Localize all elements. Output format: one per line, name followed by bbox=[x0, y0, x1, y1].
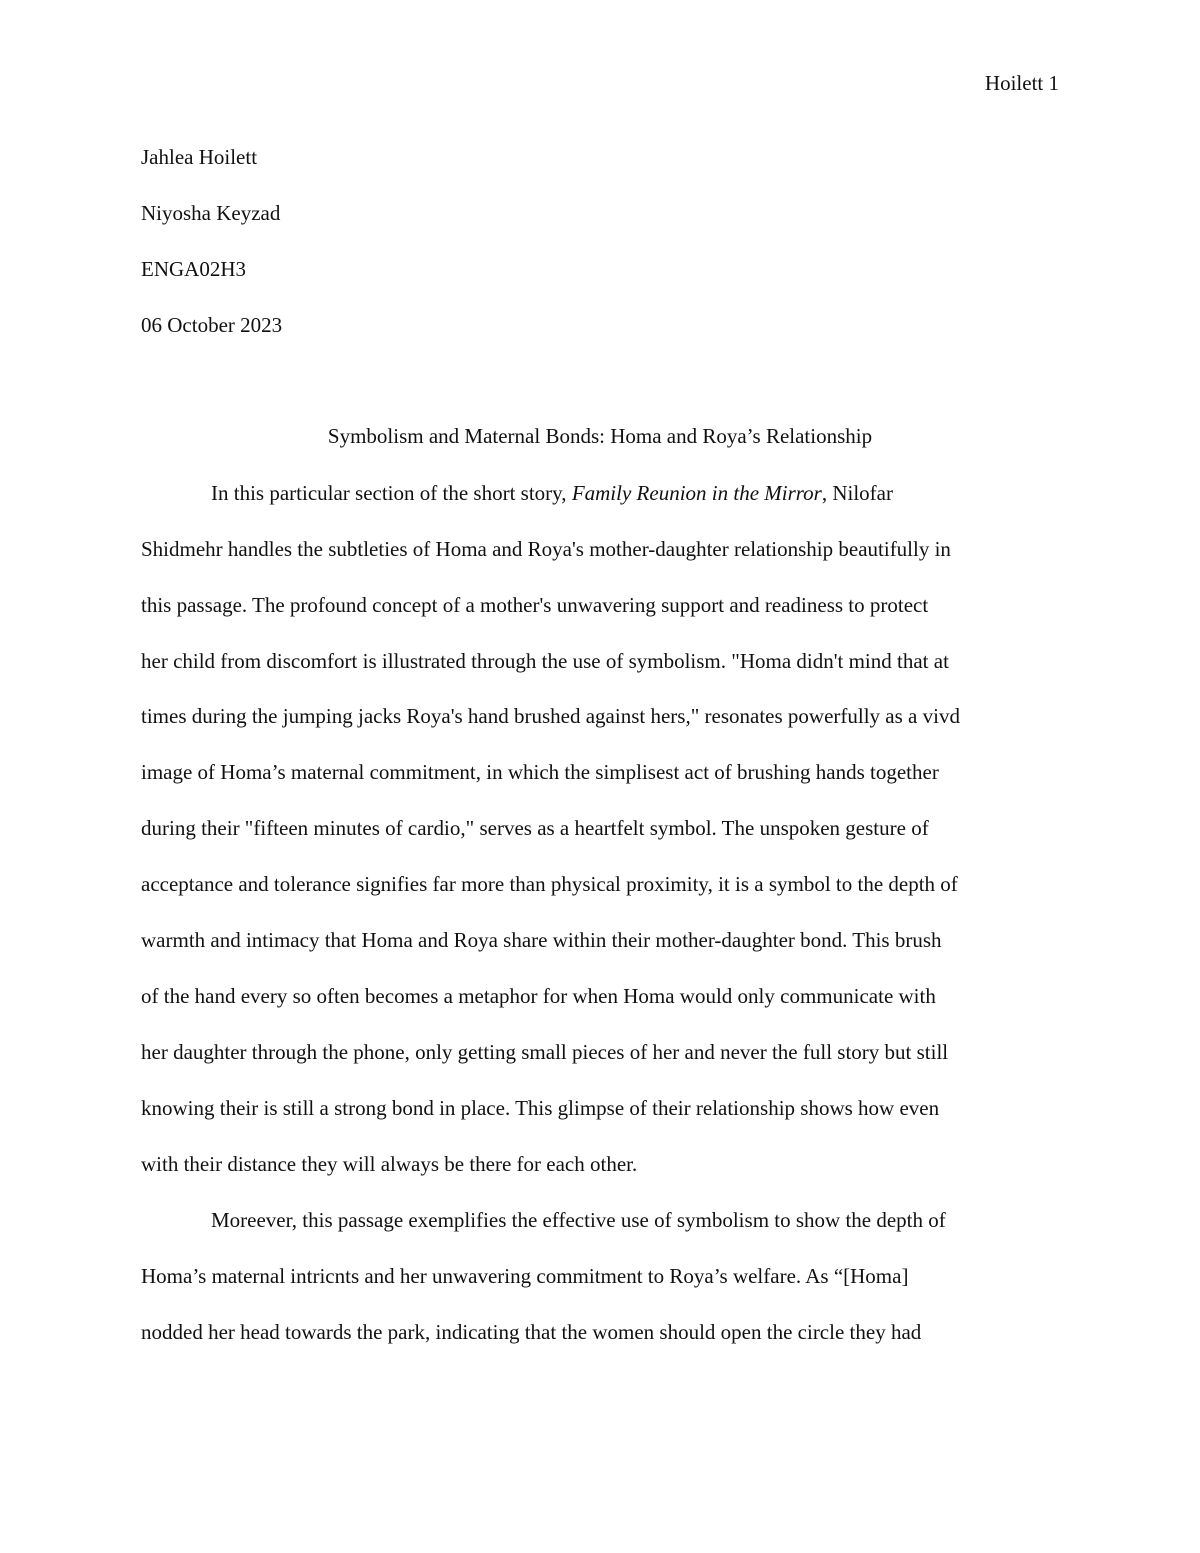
paragraph-line: with their distance they will always be there for each other. bbox=[141, 1152, 638, 1176]
running-head: Hoilett 1 bbox=[984, 71, 1059, 95]
paragraph-line: during their "fifteen minutes of cardio," serves as a heartfelt symbol. The unspoken gesture of bbox=[141, 816, 929, 840]
story-title-italic: Family Reunion in the Mirror bbox=[571, 481, 822, 505]
text-run: , Nilofar bbox=[821, 481, 893, 505]
paragraph-1-line-1 bbox=[211, 479, 893, 507]
paragraph-line: of the hand every so often becomes a metaphor for when Homa would only communicate with bbox=[141, 984, 936, 1008]
paragraph-line: knowing their is still a strong bond in place. This glimpse of their relationship shows how even bbox=[141, 1096, 940, 1120]
course-code: ENGA02H3 bbox=[141, 257, 246, 281]
paragraph-line: times during the jumping jacks Roya's hand brushed against hers," resonates powerfully as a vivd bbox=[141, 704, 960, 728]
paragraph-line: this passage. The profound concept of a mother's unwavering support and readiness to protect bbox=[141, 593, 929, 617]
paragraph-line: nodded her head towards the park, indicating that the women should open the circle they had bbox=[141, 1320, 922, 1344]
paragraph-line: image of Homa’s maternal commitment, in which the simplisest act of brushing hands together bbox=[141, 760, 939, 784]
paragraph-2-line-1: Moreever, this passage exemplifies the effective use of symbolism to show the depth of bbox=[211, 1208, 946, 1232]
paragraph-line: Shidmehr handles the subtleties of Homa and Roya's mother-daughter relationship beautifully in bbox=[141, 537, 951, 561]
instructor-name: Niyosha Keyzad bbox=[141, 201, 281, 225]
paragraph-line: warmth and intimacy that Homa and Roya share within their mother-daughter bond. This brush bbox=[141, 928, 942, 952]
paragraph-line: her daughter through the phone, only getting small pieces of her and never the full story but still bbox=[141, 1040, 949, 1064]
essay-date: 06 October 2023 bbox=[141, 313, 283, 337]
essay-title: Symbolism and Maternal Bonds: Homa and Roya’s Relationship bbox=[327, 424, 873, 448]
paragraph-line: her child from discomfort is illustrated through the use of symbolism. "Homa didn't mind that at bbox=[141, 649, 949, 673]
student-name: Jahlea Hoilett bbox=[141, 145, 258, 169]
paragraph-line: acceptance and tolerance signifies far more than physical proximity, it is a symbol to the depth of bbox=[141, 872, 958, 896]
paragraph-line: Homa’s maternal intricnts and her unwavering commitment to Roya’s welfare. As “[Homa] bbox=[141, 1264, 909, 1288]
text-run: In this particular section of the short story, bbox=[211, 481, 572, 505]
